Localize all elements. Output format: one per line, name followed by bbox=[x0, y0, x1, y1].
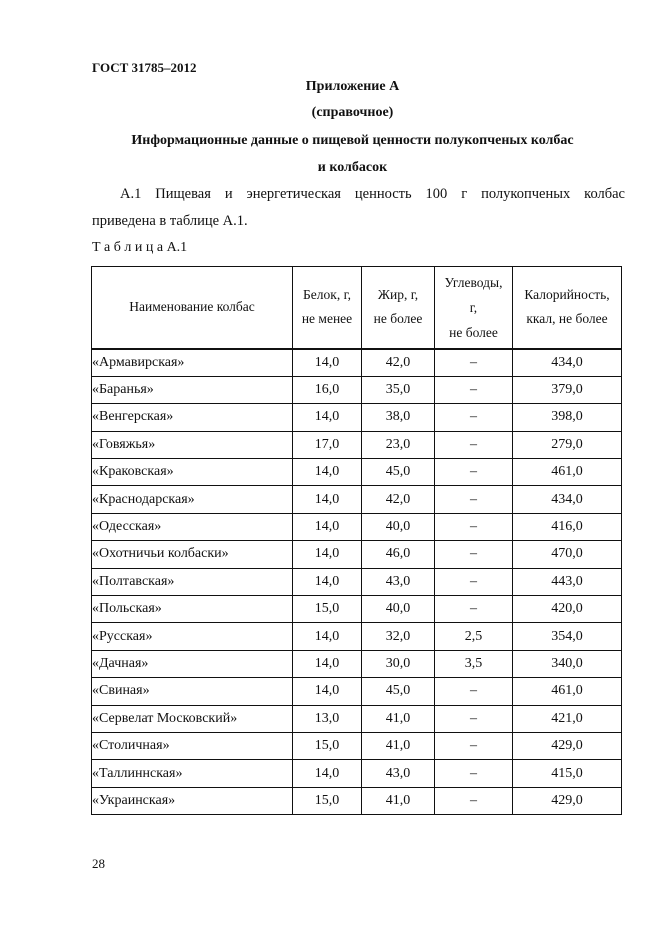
header-protein-line1: Белок, г, bbox=[303, 287, 351, 303]
table-caption: Т а б л и ц а А.1 bbox=[92, 240, 188, 255]
table-row bbox=[92, 623, 622, 650]
header-name: Наименование колбас bbox=[92, 267, 293, 349]
cell-carbs: – bbox=[435, 705, 513, 732]
header-fat-line2: не более bbox=[373, 311, 423, 327]
cell-protein: 14,0 bbox=[293, 760, 362, 787]
cell-calories: 434,0 bbox=[513, 349, 622, 377]
cell-protein: 14,0 bbox=[293, 568, 362, 595]
cell-protein: 14,0 bbox=[293, 678, 362, 705]
cell-name: «Таллиннская» bbox=[92, 760, 293, 787]
appendix-subject-line1: Информационные данные о пищевой ценности полукопченых колбас bbox=[131, 133, 574, 148]
cell-carbs: – bbox=[435, 404, 513, 431]
cell-name: «Краснодарская» bbox=[92, 486, 293, 513]
cell-name: «Свиная» bbox=[92, 678, 293, 705]
cell-name: «Охотничьи колбаски» bbox=[92, 541, 293, 568]
cell-name: «Полтавская» bbox=[92, 568, 293, 595]
cell-calories: 415,0 bbox=[513, 760, 622, 787]
cell-fat: 43,0 bbox=[362, 760, 435, 787]
cell-calories: 429,0 bbox=[513, 787, 622, 814]
cell-carbs: – bbox=[435, 760, 513, 787]
cell-protein: 15,0 bbox=[293, 732, 362, 759]
cell-name: «Столичная» bbox=[92, 732, 293, 759]
header-carbs-line2: г, bbox=[469, 299, 478, 315]
cell-carbs: – bbox=[435, 486, 513, 513]
cell-protein: 14,0 bbox=[293, 513, 362, 540]
cell-protein: 14,0 bbox=[293, 541, 362, 568]
cell-fat: 42,0 bbox=[362, 486, 435, 513]
nutrition-table bbox=[91, 266, 622, 815]
cell-carbs: – bbox=[435, 376, 513, 403]
cell-protein: 15,0 bbox=[293, 596, 362, 623]
cell-protein: 14,0 bbox=[293, 349, 362, 377]
cell-fat: 42,0 bbox=[362, 349, 435, 377]
cell-carbs: 3,5 bbox=[435, 650, 513, 677]
cell-calories: 420,0 bbox=[513, 596, 622, 623]
cell-calories: 398,0 bbox=[513, 404, 622, 431]
cell-fat: 30,0 bbox=[362, 650, 435, 677]
appendix-status: (справочное) bbox=[311, 105, 394, 120]
cell-name: «Русская» bbox=[92, 623, 293, 650]
table-row bbox=[92, 705, 622, 732]
table-row bbox=[92, 349, 622, 377]
cell-carbs: – bbox=[435, 541, 513, 568]
cell-calories: 429,0 bbox=[513, 732, 622, 759]
header-fat-line1: Жир, г, bbox=[377, 287, 419, 303]
cell-protein: 14,0 bbox=[293, 404, 362, 431]
header-carbs-line1: Углеводы, bbox=[444, 274, 503, 290]
cell-name: «Говяжья» bbox=[92, 431, 293, 458]
cell-name: «Венгерская» bbox=[92, 404, 293, 431]
cell-fat: 32,0 bbox=[362, 623, 435, 650]
cell-calories: 340,0 bbox=[513, 650, 622, 677]
table-row bbox=[92, 732, 622, 759]
cell-name: «Дачная» bbox=[92, 650, 293, 677]
cell-calories: 470,0 bbox=[513, 541, 622, 568]
cell-name: «Баранья» bbox=[92, 376, 293, 403]
cell-carbs: – bbox=[435, 513, 513, 540]
header-calories bbox=[513, 267, 622, 349]
table-header-row bbox=[92, 267, 622, 349]
cell-protein: 14,0 bbox=[293, 459, 362, 486]
intro-line1: А.1 Пищевая и энергетическая ценность 100 г полукопченых колбас bbox=[120, 186, 625, 202]
cell-fat: 38,0 bbox=[362, 404, 435, 431]
cell-calories: 443,0 bbox=[513, 568, 622, 595]
table-row bbox=[92, 596, 622, 623]
cell-fat: 45,0 bbox=[362, 459, 435, 486]
cell-protein: 14,0 bbox=[293, 650, 362, 677]
table-row bbox=[92, 513, 622, 540]
cell-protein: 14,0 bbox=[293, 623, 362, 650]
table-row bbox=[92, 568, 622, 595]
table-row bbox=[92, 404, 622, 431]
cell-fat: 46,0 bbox=[362, 541, 435, 568]
table-row bbox=[92, 486, 622, 513]
table-row bbox=[92, 431, 622, 458]
cell-name: «Украинская» bbox=[92, 787, 293, 814]
table-row bbox=[92, 678, 622, 705]
cell-carbs: – bbox=[435, 596, 513, 623]
cell-calories: 421,0 bbox=[513, 705, 622, 732]
cell-carbs: – bbox=[435, 568, 513, 595]
cell-protein: 16,0 bbox=[293, 376, 362, 403]
table-row bbox=[92, 541, 622, 568]
cell-calories: 461,0 bbox=[513, 678, 622, 705]
cell-fat: 35,0 bbox=[362, 376, 435, 403]
cell-name: «Краковская» bbox=[92, 459, 293, 486]
cell-fat: 40,0 bbox=[362, 596, 435, 623]
cell-protein: 15,0 bbox=[293, 787, 362, 814]
cell-fat: 40,0 bbox=[362, 513, 435, 540]
header-calories-line2: ккал, не более bbox=[526, 311, 608, 327]
cell-name: «Сервелат Московский» bbox=[92, 705, 293, 732]
cell-carbs: – bbox=[435, 732, 513, 759]
cell-fat: 41,0 bbox=[362, 732, 435, 759]
cell-name: «Армавирская» bbox=[92, 349, 293, 377]
cell-fat: 23,0 bbox=[362, 431, 435, 458]
cell-carbs: – bbox=[435, 459, 513, 486]
header-fat bbox=[362, 267, 435, 349]
table-row bbox=[92, 760, 622, 787]
appendix-title: Приложение А bbox=[305, 79, 400, 94]
cell-fat: 43,0 bbox=[362, 568, 435, 595]
cell-carbs: – bbox=[435, 431, 513, 458]
cell-protein: 14,0 bbox=[293, 486, 362, 513]
cell-fat: 41,0 bbox=[362, 787, 435, 814]
cell-calories: 279,0 bbox=[513, 431, 622, 458]
cell-protein: 17,0 bbox=[293, 431, 362, 458]
intro-line2: приведена в таблице А.1. bbox=[92, 213, 248, 229]
table-row bbox=[92, 376, 622, 403]
header-protein bbox=[293, 267, 362, 349]
cell-calories: 434,0 bbox=[513, 486, 622, 513]
cell-calories: 379,0 bbox=[513, 376, 622, 403]
header-calories-line1: Калорийность, bbox=[524, 287, 610, 303]
standard-code: ГОСТ 31785–2012 bbox=[92, 60, 197, 75]
table-body bbox=[92, 349, 622, 815]
cell-carbs: 2,5 bbox=[435, 623, 513, 650]
cell-name: «Одесская» bbox=[92, 513, 293, 540]
cell-calories: 416,0 bbox=[513, 513, 622, 540]
header-carbs-line3: не более bbox=[449, 324, 498, 340]
cell-calories: 354,0 bbox=[513, 623, 622, 650]
cell-name: «Польская» bbox=[92, 596, 293, 623]
cell-calories: 461,0 bbox=[513, 459, 622, 486]
cell-carbs: – bbox=[435, 349, 513, 377]
intro-paragraph bbox=[92, 181, 625, 235]
cell-carbs: – bbox=[435, 678, 513, 705]
header-carbs bbox=[435, 267, 513, 349]
table-row bbox=[92, 459, 622, 486]
cell-carbs: – bbox=[435, 787, 513, 814]
table-row bbox=[92, 787, 622, 814]
table-row bbox=[92, 650, 622, 677]
appendix-subject-line2: и колбасок bbox=[317, 160, 388, 175]
cell-fat: 41,0 bbox=[362, 705, 435, 732]
header-protein-line2: не менее bbox=[301, 311, 353, 327]
page-number: 28 bbox=[92, 856, 105, 871]
cell-protein: 13,0 bbox=[293, 705, 362, 732]
cell-fat: 45,0 bbox=[362, 678, 435, 705]
